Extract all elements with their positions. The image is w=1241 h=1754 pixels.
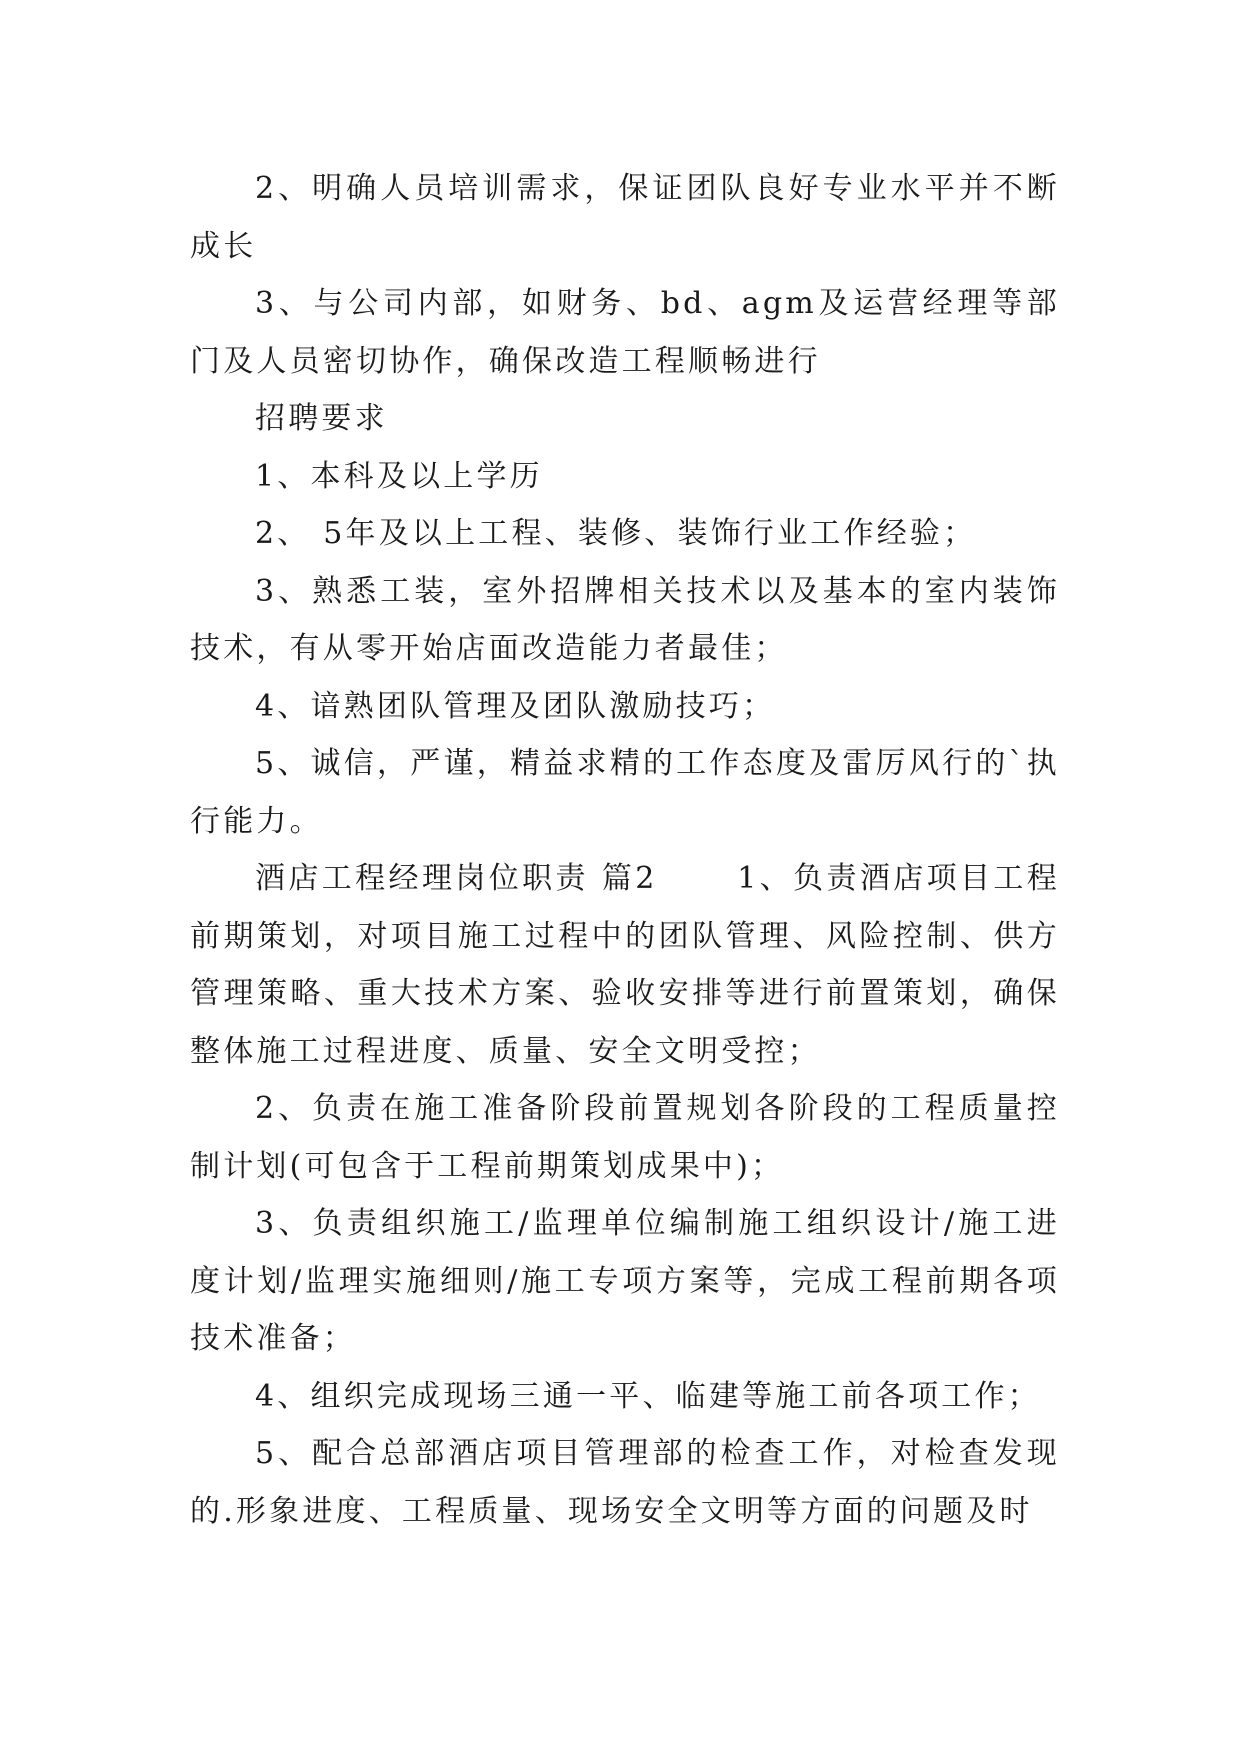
paragraph-technical-skills: 3、熟悉工装，室外招牌相关技术以及基本的室内装饰技术，有从零开始店面改造能力者最佳； xyxy=(190,573,1060,666)
paragraph-team-management: 4、谙熟团队管理及团队激励技巧； xyxy=(255,688,776,724)
paragraph-part2-planning: 酒店工程经理岗位职责 篇2 1、负责酒店项目工程前期策划，对项目施工过程中的团队管理、风险控制、供方管理策略、重大技术方案、验收安排等进行前置策划，确保整体施工过程进度、质量、安全文明受控； xyxy=(190,861,1060,1069)
paragraph-inspection-cooperation: 5、配合总部酒店项目管理部的检查工作，对检查发现的.形象进度、工程质量、现场安全文明等方面的问题及时 xyxy=(190,1436,1060,1529)
paragraph-education: 1、本科及以上学历 xyxy=(255,458,543,494)
paragraph-experience: 2、 5年及以上工程、装修、装饰行业工作经验； xyxy=(255,516,977,551)
paragraph-technical-preparation: 3、负责组织施工/监理单位编制施工组织设计/施工进度计划/监理实施细则/施工专项方案等，完成工程前期各项技术准备； xyxy=(190,1206,1060,1356)
paragraph-integrity: 5、诚信，严谨，精益求精的工作态度及雷厉风行的`执行能力。 xyxy=(190,746,1060,839)
document-body xyxy=(190,160,1060,1540)
section-heading-recruitment-requirements: 招聘要求 xyxy=(255,401,388,436)
paragraph-site-preparation: 4、组织完成现场三通一平、临建等施工前各项工作； xyxy=(255,1378,1041,1414)
paragraph-training-needs: 2、明确人员培训需求，保证团队良好专业水平并不断成长 xyxy=(190,171,1060,264)
paragraph-quality-control-plan: 2、负责在施工准备阶段前置规划各阶段的工程质量控制计划(可包含于工程前期策划成果中)； xyxy=(190,1091,1060,1184)
paragraph-internal-collaboration: 3、与公司内部，如财务、bd、agm及运营经理等部门及人员密切协作，确保改造工程顺畅进行 xyxy=(190,286,1060,379)
